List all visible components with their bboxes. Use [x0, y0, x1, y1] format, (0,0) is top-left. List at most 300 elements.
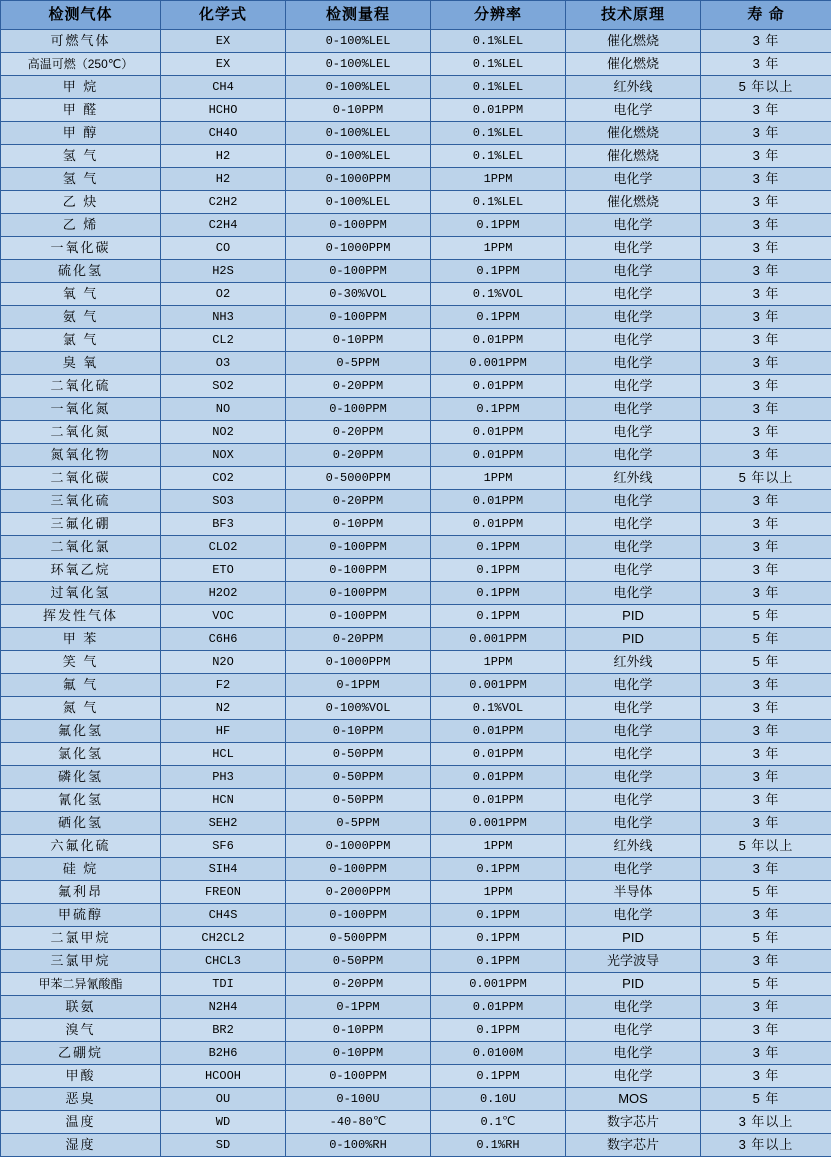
cell-gas-name: 硫化氢: [1, 260, 161, 283]
cell-range: 0-10PPM: [286, 1019, 431, 1042]
cell-principle: 电化学: [566, 904, 701, 927]
cell-life: 3 年: [701, 237, 831, 260]
cell-principle: 电化学: [566, 720, 701, 743]
cell-formula: H2: [161, 145, 286, 168]
table-row: [1, 513, 831, 536]
cell-life: 3 年: [701, 53, 831, 76]
cell-formula: BF3: [161, 513, 286, 536]
cell-range: 0-1000PPM: [286, 835, 431, 858]
cell-principle: 红外线: [566, 467, 701, 490]
cell-gas-name: 环氧乙烷: [1, 559, 161, 582]
cell-range: 0-50PPM: [286, 950, 431, 973]
cell-range: 0-100%LEL: [286, 145, 431, 168]
table-row: [1, 766, 831, 789]
cell-range: 0-30%VOL: [286, 283, 431, 306]
cell-range: 0-10PPM: [286, 1042, 431, 1065]
cell-gas-name: 甲硫醇: [1, 904, 161, 927]
column-header-gas: 检测气体: [1, 1, 161, 30]
cell-principle: 数字芯片: [566, 1134, 701, 1157]
cell-formula: NO2: [161, 421, 286, 444]
cell-resolution: 0.1%LEL: [431, 76, 566, 99]
cell-life: 5 年: [701, 973, 831, 996]
cell-range: 0-100PPM: [286, 605, 431, 628]
cell-life: 3 年: [701, 283, 831, 306]
cell-formula: HCHO: [161, 99, 286, 122]
cell-resolution: 0.1PPM: [431, 398, 566, 421]
cell-life: 5 年: [701, 927, 831, 950]
table-row: [1, 1042, 831, 1065]
cell-principle: PID: [566, 628, 701, 651]
cell-principle: 电化学: [566, 789, 701, 812]
cell-life: 3 年: [701, 168, 831, 191]
cell-range: 0-100%LEL: [286, 30, 431, 53]
cell-resolution: 0.1PPM: [431, 858, 566, 881]
cell-range: 0-5000PPM: [286, 467, 431, 490]
table-row: [1, 743, 831, 766]
cell-resolution: 0.001PPM: [431, 352, 566, 375]
cell-range: 0-100PPM: [286, 1065, 431, 1088]
cell-range: 0-20PPM: [286, 444, 431, 467]
cell-life: 3 年: [701, 950, 831, 973]
cell-principle: 红外线: [566, 835, 701, 858]
cell-life: 3 年: [701, 214, 831, 237]
cell-formula: HCOOH: [161, 1065, 286, 1088]
cell-range: -40-80℃: [286, 1111, 431, 1134]
cell-formula: CH4O: [161, 122, 286, 145]
cell-life: 3 年: [701, 398, 831, 421]
table-row: [1, 536, 831, 559]
cell-gas-name: 氯化氢: [1, 743, 161, 766]
cell-resolution: 0.1PPM: [431, 605, 566, 628]
table-row: [1, 1088, 831, 1111]
cell-formula: HCN: [161, 789, 286, 812]
cell-life: 3 年: [701, 789, 831, 812]
cell-principle: 电化学: [566, 283, 701, 306]
cell-gas-name: 臭 氧: [1, 352, 161, 375]
cell-principle: 电化学: [566, 352, 701, 375]
cell-resolution: 0.01PPM: [431, 743, 566, 766]
cell-principle: 数字芯片: [566, 1111, 701, 1134]
table-row: [1, 835, 831, 858]
cell-principle: 电化学: [566, 743, 701, 766]
cell-range: 0-20PPM: [286, 490, 431, 513]
cell-gas-name: 磷化氢: [1, 766, 161, 789]
cell-resolution: 0.001PPM: [431, 628, 566, 651]
cell-principle: 电化学: [566, 559, 701, 582]
cell-range: 0-100%LEL: [286, 53, 431, 76]
cell-resolution: 0.1%LEL: [431, 145, 566, 168]
cell-gas-name: 溴气: [1, 1019, 161, 1042]
cell-range: 0-10PPM: [286, 99, 431, 122]
cell-gas-name: 湿度: [1, 1134, 161, 1157]
cell-formula: TDI: [161, 973, 286, 996]
table-row: [1, 444, 831, 467]
table-row: [1, 720, 831, 743]
cell-formula: FREON: [161, 881, 286, 904]
cell-formula: BR2: [161, 1019, 286, 1042]
cell-resolution: 0.1℃: [431, 1111, 566, 1134]
cell-formula: SEH2: [161, 812, 286, 835]
cell-range: 0-10PPM: [286, 329, 431, 352]
cell-range: 0-10PPM: [286, 720, 431, 743]
cell-range: 0-50PPM: [286, 766, 431, 789]
cell-life: 3 年: [701, 858, 831, 881]
cell-life: 3 年: [701, 812, 831, 835]
cell-life: 3 年: [701, 720, 831, 743]
cell-resolution: 1PPM: [431, 651, 566, 674]
table-row: [1, 651, 831, 674]
cell-life: 5 年: [701, 1088, 831, 1111]
cell-formula: CO: [161, 237, 286, 260]
cell-life: 3 年: [701, 122, 831, 145]
cell-life: 3 年: [701, 1065, 831, 1088]
cell-resolution: 0.1PPM: [431, 1065, 566, 1088]
cell-formula: SD: [161, 1134, 286, 1157]
cell-gas-name: 乙 炔: [1, 191, 161, 214]
cell-gas-name: 氮 气: [1, 697, 161, 720]
table-row: [1, 30, 831, 53]
cell-gas-name: 甲苯二异氰酸酯: [1, 973, 161, 996]
table-row: [1, 467, 831, 490]
cell-principle: 红外线: [566, 651, 701, 674]
cell-resolution: 0.1%VOL: [431, 283, 566, 306]
cell-gas-name: 二氧化氯: [1, 536, 161, 559]
cell-range: 0-50PPM: [286, 743, 431, 766]
cell-life: 3 年: [701, 513, 831, 536]
cell-range: 0-20PPM: [286, 375, 431, 398]
cell-formula: N2O: [161, 651, 286, 674]
cell-life: 3 年: [701, 697, 831, 720]
table-row: [1, 628, 831, 651]
cell-resolution: 0.10U: [431, 1088, 566, 1111]
cell-gas-name: 氰化氢: [1, 789, 161, 812]
cell-range: 0-5PPM: [286, 352, 431, 375]
table-row: [1, 283, 831, 306]
cell-formula: CH4S: [161, 904, 286, 927]
table-row: [1, 329, 831, 352]
table-header-row: [1, 1, 831, 30]
cell-principle: 电化学: [566, 674, 701, 697]
cell-resolution: 0.1PPM: [431, 1019, 566, 1042]
cell-principle: 红外线: [566, 76, 701, 99]
cell-life: 3 年: [701, 444, 831, 467]
table-row: [1, 973, 831, 996]
cell-resolution: 0.1PPM: [431, 950, 566, 973]
cell-formula: B2H6: [161, 1042, 286, 1065]
cell-life: 3 年: [701, 352, 831, 375]
cell-range: 0-100PPM: [286, 260, 431, 283]
cell-principle: 电化学: [566, 237, 701, 260]
cell-life: 3 年以上: [701, 1134, 831, 1157]
cell-formula: C2H2: [161, 191, 286, 214]
table-row: [1, 191, 831, 214]
cell-gas-name: 二氧化硫: [1, 375, 161, 398]
cell-resolution: 0.1PPM: [431, 927, 566, 950]
cell-formula: O2: [161, 283, 286, 306]
cell-life: 3 年: [701, 375, 831, 398]
cell-formula: C6H6: [161, 628, 286, 651]
cell-principle: 电化学: [566, 168, 701, 191]
table-row: [1, 697, 831, 720]
cell-principle: 电化学: [566, 398, 701, 421]
cell-principle: PID: [566, 605, 701, 628]
table-row: [1, 1111, 831, 1134]
cell-resolution: 0.01PPM: [431, 99, 566, 122]
cell-life: 5 年: [701, 628, 831, 651]
cell-formula: CL2: [161, 329, 286, 352]
cell-principle: MOS: [566, 1088, 701, 1111]
table-row: [1, 99, 831, 122]
table-row: [1, 145, 831, 168]
cell-formula: EX: [161, 30, 286, 53]
cell-formula: SF6: [161, 835, 286, 858]
cell-life: 3 年: [701, 582, 831, 605]
cell-formula: CO2: [161, 467, 286, 490]
cell-formula: NO: [161, 398, 286, 421]
cell-formula: OU: [161, 1088, 286, 1111]
cell-principle: 电化学: [566, 766, 701, 789]
table-row: [1, 927, 831, 950]
cell-gas-name: 硒化氢: [1, 812, 161, 835]
cell-resolution: 1PPM: [431, 237, 566, 260]
cell-principle: 催化燃烧: [566, 145, 701, 168]
cell-principle: 电化学: [566, 444, 701, 467]
cell-gas-name: 挥发性气体: [1, 605, 161, 628]
cell-range: 0-100U: [286, 1088, 431, 1111]
cell-formula: HF: [161, 720, 286, 743]
cell-formula: EX: [161, 53, 286, 76]
cell-resolution: 0.1%LEL: [431, 122, 566, 145]
cell-resolution: 0.0100M: [431, 1042, 566, 1065]
cell-gas-name: 过氧化氢: [1, 582, 161, 605]
cell-range: 0-100PPM: [286, 582, 431, 605]
table-row: [1, 237, 831, 260]
cell-life: 3 年: [701, 260, 831, 283]
cell-principle: 电化学: [566, 996, 701, 1019]
cell-resolution: 0.01PPM: [431, 766, 566, 789]
column-header-range: 检测量程: [286, 1, 431, 30]
cell-range: 0-10PPM: [286, 513, 431, 536]
table-row: [1, 582, 831, 605]
cell-range: 0-100PPM: [286, 858, 431, 881]
cell-range: 0-1000PPM: [286, 237, 431, 260]
cell-gas-name: 氟化氢: [1, 720, 161, 743]
cell-principle: PID: [566, 927, 701, 950]
cell-life: 3 年以上: [701, 1111, 831, 1134]
cell-gas-name: 三氟化硼: [1, 513, 161, 536]
cell-principle: 电化学: [566, 1019, 701, 1042]
cell-formula: HCL: [161, 743, 286, 766]
cell-principle: 半导体: [566, 881, 701, 904]
cell-gas-name: 二氯甲烷: [1, 927, 161, 950]
cell-principle: 电化学: [566, 306, 701, 329]
cell-life: 5 年以上: [701, 835, 831, 858]
cell-resolution: 0.1PPM: [431, 306, 566, 329]
table-row: [1, 352, 831, 375]
table-row: [1, 214, 831, 237]
table-row: [1, 674, 831, 697]
cell-formula: H2O2: [161, 582, 286, 605]
cell-principle: 电化学: [566, 697, 701, 720]
cell-resolution: 0.001PPM: [431, 973, 566, 996]
table-row: [1, 881, 831, 904]
table-row: [1, 1065, 831, 1088]
cell-gas-name: 氟 气: [1, 674, 161, 697]
cell-range: 0-100%LEL: [286, 122, 431, 145]
cell-life: 3 年: [701, 559, 831, 582]
cell-principle: 光学波导: [566, 950, 701, 973]
cell-resolution: 1PPM: [431, 467, 566, 490]
cell-formula: NOX: [161, 444, 286, 467]
cell-resolution: 0.01PPM: [431, 490, 566, 513]
cell-life: 3 年: [701, 30, 831, 53]
cell-range: 0-100PPM: [286, 306, 431, 329]
cell-resolution: 0.1%LEL: [431, 53, 566, 76]
cell-principle: 电化学: [566, 214, 701, 237]
cell-life: 5 年: [701, 651, 831, 674]
cell-range: 0-20PPM: [286, 421, 431, 444]
cell-resolution: 0.01PPM: [431, 789, 566, 812]
cell-gas-name: 甲 苯: [1, 628, 161, 651]
cell-life: 3 年: [701, 306, 831, 329]
cell-principle: 电化学: [566, 536, 701, 559]
cell-resolution: 0.001PPM: [431, 812, 566, 835]
cell-resolution: 0.1PPM: [431, 536, 566, 559]
cell-resolution: 0.1%LEL: [431, 191, 566, 214]
cell-gas-name: 乙 烯: [1, 214, 161, 237]
cell-resolution: 0.1%LEL: [431, 30, 566, 53]
cell-resolution: 0.1%RH: [431, 1134, 566, 1157]
cell-gas-name: 甲 醛: [1, 99, 161, 122]
cell-life: 3 年: [701, 490, 831, 513]
cell-range: 0-50PPM: [286, 789, 431, 812]
cell-range: 0-100PPM: [286, 559, 431, 582]
cell-resolution: 0.01PPM: [431, 444, 566, 467]
table-row: [1, 260, 831, 283]
table-row: [1, 1019, 831, 1042]
cell-gas-name: 三氯甲烷: [1, 950, 161, 973]
cell-gas-name: 二氧化氮: [1, 421, 161, 444]
cell-formula: VOC: [161, 605, 286, 628]
cell-resolution: 0.001PPM: [431, 674, 566, 697]
cell-gas-name: 恶臭: [1, 1088, 161, 1111]
cell-resolution: 0.1PPM: [431, 214, 566, 237]
cell-gas-name: 笑 气: [1, 651, 161, 674]
table-body: [1, 30, 831, 1157]
table-row: [1, 812, 831, 835]
cell-formula: SIH4: [161, 858, 286, 881]
column-header-life: 寿 命: [701, 1, 831, 30]
cell-life: 5 年以上: [701, 467, 831, 490]
cell-life: 3 年: [701, 329, 831, 352]
cell-resolution: 0.1%VOL: [431, 697, 566, 720]
cell-resolution: 0.01PPM: [431, 720, 566, 743]
cell-formula: NH3: [161, 306, 286, 329]
table-row: [1, 306, 831, 329]
cell-formula: H2: [161, 168, 286, 191]
cell-gas-name: 甲 烷: [1, 76, 161, 99]
cell-gas-name: 一氧化氮: [1, 398, 161, 421]
table-row: [1, 168, 831, 191]
cell-formula: CH2CL2: [161, 927, 286, 950]
cell-formula: CHCL3: [161, 950, 286, 973]
cell-life: 5 年以上: [701, 76, 831, 99]
cell-gas-name: 乙硼烷: [1, 1042, 161, 1065]
cell-range: 0-100PPM: [286, 536, 431, 559]
cell-formula: C2H4: [161, 214, 286, 237]
table-row: [1, 996, 831, 1019]
cell-principle: 电化学: [566, 260, 701, 283]
cell-principle: 电化学: [566, 375, 701, 398]
cell-gas-name: 氯 气: [1, 329, 161, 352]
cell-gas-name: 氮氧化物: [1, 444, 161, 467]
cell-range: 0-100PPM: [286, 214, 431, 237]
cell-gas-name: 三氧化硫: [1, 490, 161, 513]
cell-life: 5 年: [701, 605, 831, 628]
cell-formula: PH3: [161, 766, 286, 789]
table-row: [1, 950, 831, 973]
cell-resolution: 1PPM: [431, 881, 566, 904]
column-header-principle: 技术原理: [566, 1, 701, 30]
cell-formula: CLO2: [161, 536, 286, 559]
cell-resolution: 0.01PPM: [431, 513, 566, 536]
cell-gas-name: 联氨: [1, 996, 161, 1019]
cell-gas-name: 氨 气: [1, 306, 161, 329]
cell-range: 0-1PPM: [286, 674, 431, 697]
cell-gas-name: 一氧化碳: [1, 237, 161, 260]
cell-formula: F2: [161, 674, 286, 697]
cell-principle: 电化学: [566, 329, 701, 352]
cell-gas-name: 甲酸: [1, 1065, 161, 1088]
cell-principle: 电化学: [566, 1042, 701, 1065]
cell-principle: 电化学: [566, 513, 701, 536]
cell-life: 3 年: [701, 145, 831, 168]
cell-range: 0-100PPM: [286, 904, 431, 927]
table-row: [1, 421, 831, 444]
cell-gas-name: 温度: [1, 1111, 161, 1134]
cell-resolution: 1PPM: [431, 835, 566, 858]
cell-gas-name: 硅 烷: [1, 858, 161, 881]
cell-life: 3 年: [701, 996, 831, 1019]
cell-principle: 电化学: [566, 812, 701, 835]
cell-range: 0-20PPM: [286, 973, 431, 996]
table-row: [1, 789, 831, 812]
cell-range: 0-100%RH: [286, 1134, 431, 1157]
cell-life: 3 年: [701, 191, 831, 214]
cell-resolution: 0.01PPM: [431, 996, 566, 1019]
cell-gas-name: 氧 气: [1, 283, 161, 306]
table-row: [1, 904, 831, 927]
cell-formula: SO2: [161, 375, 286, 398]
cell-principle: 催化燃烧: [566, 53, 701, 76]
cell-range: 0-20PPM: [286, 628, 431, 651]
cell-range: 0-100PPM: [286, 398, 431, 421]
cell-gas-name: 氢 气: [1, 145, 161, 168]
cell-range: 0-1000PPM: [286, 168, 431, 191]
cell-life: 3 年: [701, 1019, 831, 1042]
column-header-formula: 化学式: [161, 1, 286, 30]
cell-formula: H2S: [161, 260, 286, 283]
cell-formula: CH4: [161, 76, 286, 99]
cell-gas-name: 甲 醇: [1, 122, 161, 145]
table-row: [1, 490, 831, 513]
cell-resolution: 0.1PPM: [431, 582, 566, 605]
cell-gas-name: 可燃气体: [1, 30, 161, 53]
cell-resolution: 0.01PPM: [431, 375, 566, 398]
cell-life: 3 年: [701, 1042, 831, 1065]
table-row: [1, 858, 831, 881]
cell-range: 0-100%LEL: [286, 191, 431, 214]
